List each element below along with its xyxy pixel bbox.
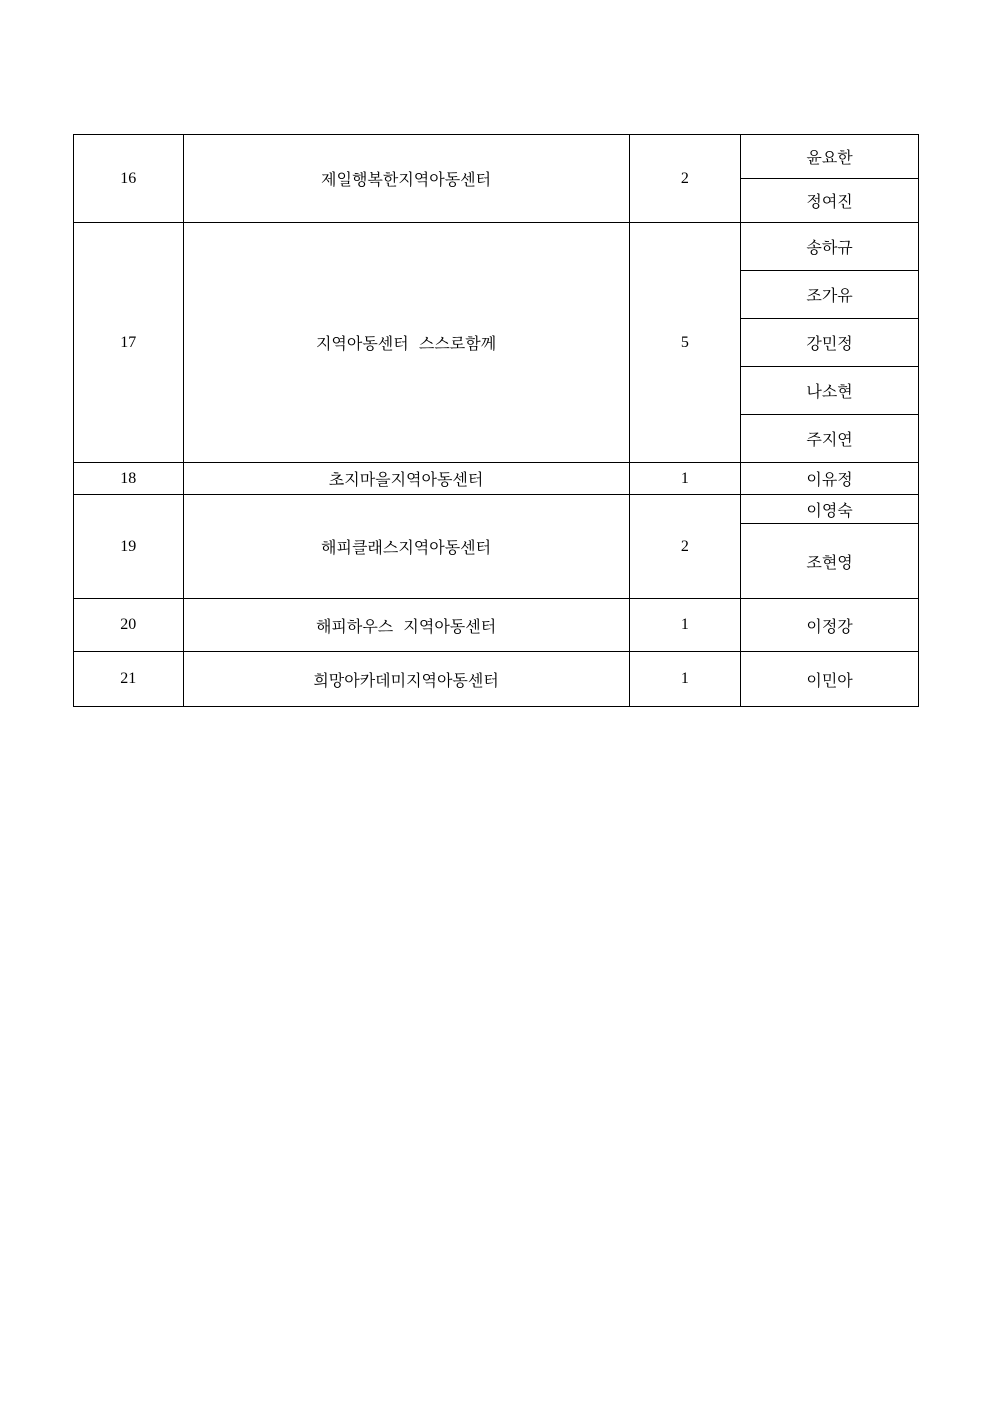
member-count: 1 [629,463,741,495]
row-number: 16 [74,135,184,223]
member-name: 조현영 [741,524,919,599]
table-row [74,495,919,524]
member-name: 이정강 [741,599,919,652]
center-name: 지역아동센터 스스로함께 [183,223,629,463]
row-number: 17 [74,223,184,463]
row-number: 18 [74,463,184,495]
member-name: 이영숙 [741,495,919,524]
member-name: 주지연 [741,415,919,463]
member-count: 1 [629,652,741,707]
row-number: 21 [74,652,184,707]
table-row [74,135,919,179]
member-count: 5 [629,223,741,463]
center-name: 해피클래스지역아동센터 [183,495,629,599]
member-name: 윤요한 [741,135,919,179]
center-name: 초지마을지역아동센터 [183,463,629,495]
member-count: 2 [629,495,741,599]
center-name: 제일행복한지역아동센터 [183,135,629,223]
member-name: 강민정 [741,319,919,367]
table-row [74,223,919,271]
member-name: 이민아 [741,652,919,707]
member-name: 이유정 [741,463,919,495]
member-name: 조가유 [741,271,919,319]
row-number: 19 [74,495,184,599]
member-name: 송하규 [741,223,919,271]
member-count: 1 [629,599,741,652]
center-name: 해피하우스 지역아동센터 [183,599,629,652]
member-name: 나소현 [741,367,919,415]
row-number: 20 [74,599,184,652]
member-count: 2 [629,135,741,223]
center-name: 희망아카데미지역아동센터 [183,652,629,707]
table-row [74,599,919,652]
center-roster-table [73,134,919,707]
member-name: 정여진 [741,179,919,223]
table-row [74,652,919,707]
table-row [74,463,919,495]
